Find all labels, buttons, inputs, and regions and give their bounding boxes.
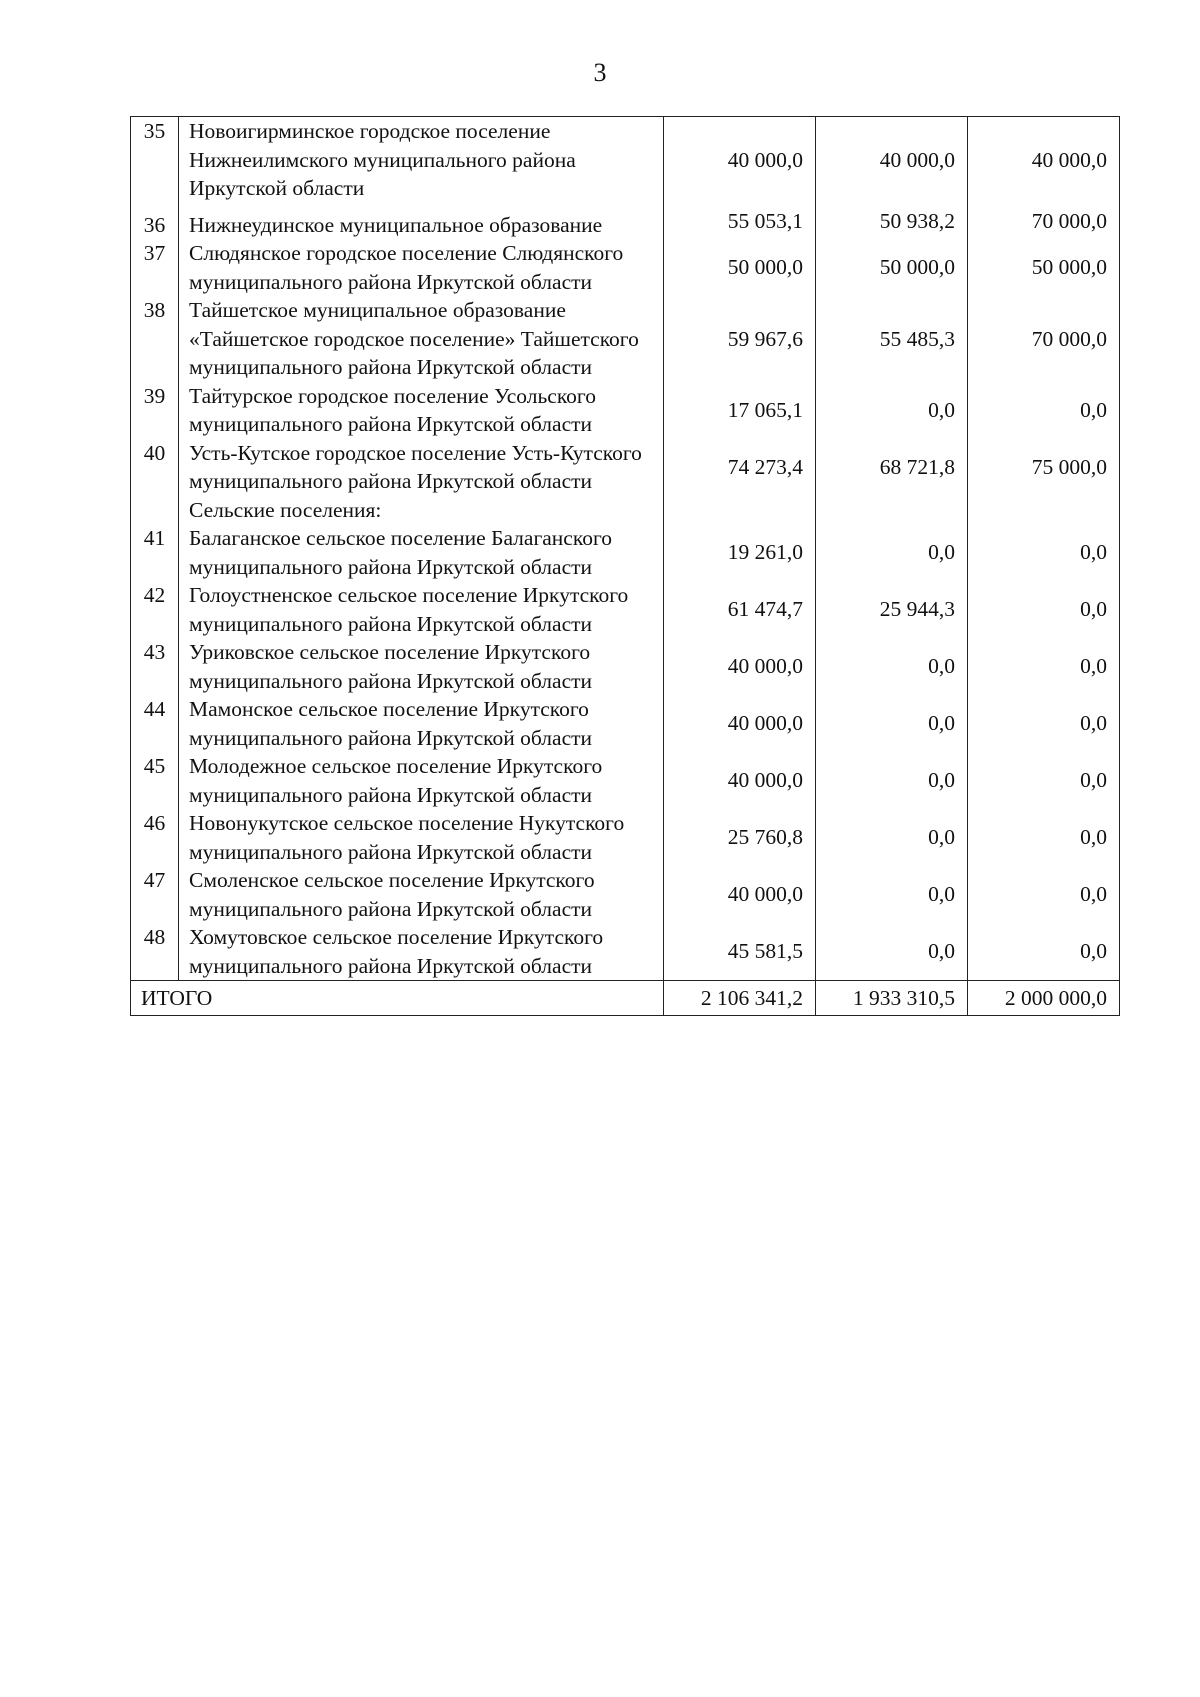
table-row [131, 866, 1120, 923]
table-row [131, 439, 1120, 496]
row-value-empty [968, 496, 1120, 525]
row-value-2: 50 000,0 [816, 239, 968, 296]
row-value-2: 0,0 [816, 382, 968, 439]
table-row [131, 638, 1120, 695]
row-municipality-name: Молодежное сельское поселение Иркутского муниципального района Иркутской области [189, 754, 603, 807]
row-number: 45 [131, 752, 179, 809]
row-value-3: 0,0 [968, 809, 1120, 866]
row-value-empty [664, 496, 816, 525]
row-municipality-name: Уриковское сельское поселение Иркутского муниципального района Иркутской области [189, 640, 593, 693]
total-label: ИТОГО [131, 981, 664, 1016]
row-value-1: 55 053,1 [664, 203, 816, 240]
row-municipality-name: Хомутовское сельское поселение Иркутского муниципального района Иркутской области [189, 925, 604, 978]
total-row [131, 981, 1120, 1016]
row-value-2: 0,0 [816, 524, 968, 581]
row-number: 38 [131, 296, 179, 382]
row-value-1: 45 581,5 [664, 923, 816, 981]
row-number: 43 [131, 638, 179, 695]
table-row [131, 382, 1120, 439]
total-value-2: 1 933 310,5 [816, 981, 968, 1016]
row-number: 42 [131, 581, 179, 638]
row-value-2: 40 000,0 [816, 117, 968, 203]
row-value-3: 0,0 [968, 923, 1120, 981]
row-value-3: 70 000,0 [968, 203, 1120, 240]
row-value-1: 59 967,6 [664, 296, 816, 382]
row-value-1: 40 000,0 [664, 117, 816, 203]
row-value-3: 75 000,0 [968, 439, 1120, 496]
row-value-1: 50 000,0 [664, 239, 816, 296]
row-value-1: 40 000,0 [664, 638, 816, 695]
row-number: 40 [131, 439, 179, 496]
row-value-2: 25 944,3 [816, 581, 968, 638]
row-number: 46 [131, 809, 179, 866]
row-municipality-name: Тайшетское муниципальное образование «Тайшетское городское поселение» Тайшетского муниципального района Иркутской области [189, 298, 639, 379]
row-value-1: 19 261,0 [664, 524, 816, 581]
row-number [131, 496, 179, 525]
row-value-2: 50 938,2 [816, 203, 968, 240]
page-number: 3 [593, 58, 607, 87]
table-row [131, 117, 1120, 203]
row-municipality-name: Тайтурское городское поселение Усольского муниципального района Иркутской области [189, 383, 596, 436]
row-value-3: 0,0 [968, 581, 1120, 638]
row-value-3: 70 000,0 [968, 296, 1120, 382]
row-number: 47 [131, 866, 179, 923]
row-number: 37 [131, 239, 179, 296]
row-value-3: 0,0 [968, 695, 1120, 752]
row-municipality-name: Усть-Кутское городское поселение Усть-Кутского муниципального района Иркутской области [189, 440, 642, 493]
row-value-2: 0,0 [816, 809, 968, 866]
row-value-empty [816, 496, 968, 525]
row-number: 41 [131, 524, 179, 581]
row-value-2: 0,0 [816, 638, 968, 695]
row-value-1: 61 474,7 [664, 581, 816, 638]
row-value-2: 0,0 [816, 923, 968, 981]
row-value-2: 0,0 [816, 866, 968, 923]
row-value-1: 74 273,4 [664, 439, 816, 496]
row-number: 44 [131, 695, 179, 752]
row-municipality-name: Новонукутское сельское поселение Нукутского муниципального района Иркутской области [189, 811, 625, 864]
row-value-1: 40 000,0 [664, 752, 816, 809]
row-value-2: 0,0 [816, 695, 968, 752]
table-row [131, 752, 1120, 809]
row-value-1: 40 000,0 [664, 695, 816, 752]
total-value-3: 2 000 000,0 [968, 981, 1120, 1016]
row-municipality-name: Слюдянское городское поселение Слюдянского муниципального района Иркутской области [189, 241, 624, 294]
section-row [131, 496, 1120, 525]
table-row [131, 923, 1120, 981]
row-value-3: 0,0 [968, 866, 1120, 923]
table-row [131, 695, 1120, 752]
row-municipality-name: Голоустненское сельское поселение Иркутского муниципального района Иркутской области [189, 583, 629, 636]
row-number: 35 [131, 117, 179, 203]
row-value-2: 55 485,3 [816, 296, 968, 382]
table-row [131, 239, 1120, 296]
table-row [131, 524, 1120, 581]
row-value-3: 40 000,0 [968, 117, 1120, 203]
row-municipality-name: Мамонское сельское поселение Иркутского муниципального района Иркутской области [189, 697, 593, 750]
row-value-1: 17 065,1 [664, 382, 816, 439]
table-row [131, 809, 1120, 866]
table-row [131, 581, 1120, 638]
row-value-3: 50 000,0 [968, 239, 1120, 296]
row-value-2: 68 721,8 [816, 439, 968, 496]
row-municipality-name: Нижнеудинское муниципальное образование [189, 212, 603, 237]
row-value-3: 0,0 [968, 638, 1120, 695]
row-number: 48 [131, 923, 179, 981]
row-municipality-name: Новоигирминское городское поселение Нижнеилимского муниципального района Иркутской области [179, 117, 664, 203]
table-row [131, 203, 1120, 240]
row-value-1: 40 000,0 [664, 866, 816, 923]
row-number: 39 [131, 382, 179, 439]
row-value-3: 0,0 [968, 524, 1120, 581]
row-number: 36 [131, 203, 179, 240]
total-value-1: 2 106 341,2 [664, 981, 816, 1016]
table-row [131, 296, 1120, 382]
row-municipality-name: Смоленское сельское поселение Иркутского муниципального района Иркутской области [189, 868, 595, 921]
section-label: Сельские поселения: [189, 497, 382, 522]
table-body [131, 117, 1120, 1016]
allocation-table [130, 116, 1120, 1016]
row-municipality-name: Балаганское сельское поселение Балаганского муниципального района Иркутской области [189, 526, 612, 579]
row-value-3: 0,0 [968, 752, 1120, 809]
row-value-3: 0,0 [968, 382, 1120, 439]
row-value-1: 25 760,8 [664, 809, 816, 866]
row-value-2: 0,0 [816, 752, 968, 809]
